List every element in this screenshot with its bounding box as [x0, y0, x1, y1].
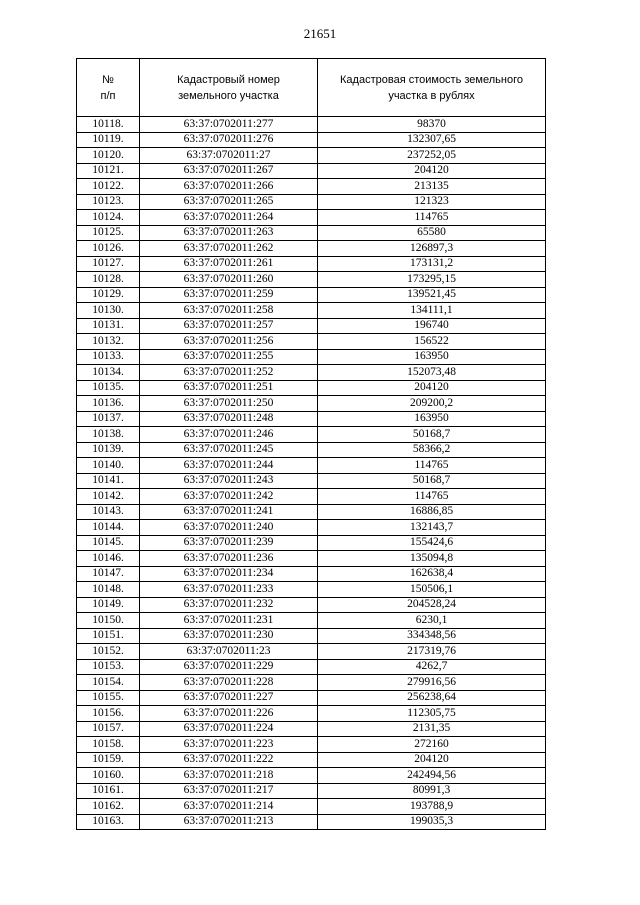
table-row: [77, 132, 546, 148]
cell-number: 10127.: [77, 256, 140, 272]
cell-number: 10147.: [77, 566, 140, 582]
cell-cadastral-number: 63:37:0702011:231: [140, 613, 318, 629]
cell-cadastral-value: 272160: [318, 737, 546, 753]
table-row: [77, 675, 546, 691]
cell-cadastral-value: 199035,3: [318, 814, 546, 830]
header-line: участка в рублях: [388, 89, 475, 102]
cell-cadastral-number: 63:37:0702011:23: [140, 644, 318, 660]
cell-cadastral-value: 98370: [318, 117, 546, 133]
table-row: [77, 241, 546, 257]
table-row: [77, 814, 546, 830]
cell-number: 10152.: [77, 644, 140, 660]
cell-cadastral-number: 63:37:0702011:218: [140, 768, 318, 784]
cell-cadastral-value: 65580: [318, 225, 546, 241]
cell-number: 10148.: [77, 582, 140, 598]
table-row: [77, 256, 546, 272]
cell-cadastral-value: 173295,15: [318, 272, 546, 288]
header-line: земельного участка: [178, 89, 279, 102]
cell-number: 10157.: [77, 721, 140, 737]
table-row: [77, 442, 546, 458]
header-line: п/п: [100, 89, 116, 102]
cell-number: 10149.: [77, 597, 140, 613]
cell-cadastral-number: 63:37:0702011:267: [140, 163, 318, 179]
cell-cadastral-number: 63:37:0702011:251: [140, 380, 318, 396]
table-row: [77, 582, 546, 598]
cell-cadastral-value: 163950: [318, 411, 546, 427]
cell-cadastral-number: 63:37:0702011:243: [140, 473, 318, 489]
table-row: [77, 473, 546, 489]
cell-cadastral-value: 4262,7: [318, 659, 546, 675]
table-body: [77, 117, 546, 830]
cell-number: 10140.: [77, 458, 140, 474]
table-row: [77, 706, 546, 722]
header-line: Кадастровый номер: [177, 73, 280, 86]
table-row: [77, 644, 546, 660]
cell-cadastral-number: 63:37:0702011:229: [140, 659, 318, 675]
cell-cadastral-number: 63:37:0702011:222: [140, 752, 318, 768]
table-row: [77, 504, 546, 520]
header-line: Кадастровая стоимость земельного: [340, 73, 523, 86]
cell-number: 10146.: [77, 551, 140, 567]
table-row: [77, 210, 546, 226]
cell-number: 10122.: [77, 179, 140, 195]
cell-cadastral-number: 63:37:0702011:233: [140, 582, 318, 598]
cell-cadastral-number: 63:37:0702011:217: [140, 783, 318, 799]
cell-cadastral-value: 196740: [318, 318, 546, 334]
cell-number: 10135.: [77, 380, 140, 396]
cell-number: 10160.: [77, 768, 140, 784]
cell-cadastral-value: 126897,3: [318, 241, 546, 257]
cell-cadastral-value: 132307,65: [318, 132, 546, 148]
cell-number: 10132.: [77, 334, 140, 350]
table-row: [77, 380, 546, 396]
cell-cadastral-number: 63:37:0702011:264: [140, 210, 318, 226]
table-row: [77, 179, 546, 195]
cell-cadastral-number: 63:37:0702011:228: [140, 675, 318, 691]
cell-cadastral-number: 63:37:0702011:256: [140, 334, 318, 350]
cell-cadastral-value: 152073,48: [318, 365, 546, 381]
cell-cadastral-value: 134111,1: [318, 303, 546, 319]
cell-number: 10151.: [77, 628, 140, 644]
table-row: [77, 272, 546, 288]
table-row: [77, 737, 546, 753]
cell-number: 10153.: [77, 659, 140, 675]
header-cadastral-number: [140, 59, 318, 117]
cell-cadastral-number: 63:37:0702011:277: [140, 117, 318, 133]
cell-cadastral-value: 155424,6: [318, 535, 546, 551]
cell-cadastral-value: 256238,64: [318, 690, 546, 706]
cell-cadastral-value: 114765: [318, 458, 546, 474]
cell-cadastral-number: 63:37:0702011:250: [140, 396, 318, 412]
cell-cadastral-value: 334348,56: [318, 628, 546, 644]
table-row: [77, 287, 546, 303]
cell-number: 10141.: [77, 473, 140, 489]
cell-cadastral-value: 213135: [318, 179, 546, 195]
cell-number: 10145.: [77, 535, 140, 551]
cell-cadastral-number: 63:37:0702011:239: [140, 535, 318, 551]
table-row: [77, 535, 546, 551]
cell-cadastral-number: 63:37:0702011:266: [140, 179, 318, 195]
table-row: [77, 163, 546, 179]
cell-cadastral-value: 121323: [318, 194, 546, 210]
cell-cadastral-value: 2131,35: [318, 721, 546, 737]
cell-cadastral-number: 63:37:0702011:234: [140, 566, 318, 582]
cell-number: 10161.: [77, 783, 140, 799]
cell-cadastral-number: 63:37:0702011:258: [140, 303, 318, 319]
cell-number: 10143.: [77, 504, 140, 520]
cell-cadastral-number: 63:37:0702011:240: [140, 520, 318, 536]
table-row: [77, 752, 546, 768]
cell-number: 10129.: [77, 287, 140, 303]
cell-cadastral-value: 58366,2: [318, 442, 546, 458]
cell-cadastral-number: 63:37:0702011:252: [140, 365, 318, 381]
cell-cadastral-value: 173131,2: [318, 256, 546, 272]
header-cadastral-value: [318, 59, 546, 117]
table-row: [77, 148, 546, 164]
cell-number: 10119.: [77, 132, 140, 148]
cell-cadastral-number: 63:37:0702011:276: [140, 132, 318, 148]
cell-cadastral-number: 63:37:0702011:213: [140, 814, 318, 830]
header-line: №: [102, 73, 114, 86]
cell-cadastral-value: 162638,4: [318, 566, 546, 582]
cell-cadastral-value: 204528,24: [318, 597, 546, 613]
page-number: 21651: [303, 26, 337, 41]
cell-cadastral-number: 63:37:0702011:226: [140, 706, 318, 722]
cell-cadastral-value: 114765: [318, 210, 546, 226]
cell-cadastral-number: 63:37:0702011:263: [140, 225, 318, 241]
cell-cadastral-value: 114765: [318, 489, 546, 505]
cell-cadastral-value: 163950: [318, 349, 546, 365]
table-row: [77, 396, 546, 412]
cell-cadastral-number: 63:37:0702011:260: [140, 272, 318, 288]
cell-cadastral-number: 63:37:0702011:27: [140, 148, 318, 164]
cell-number: 10163.: [77, 814, 140, 830]
table-row: [77, 365, 546, 381]
table-row: [77, 194, 546, 210]
table-row: [77, 520, 546, 536]
cell-cadastral-value: 279916,56: [318, 675, 546, 691]
cell-cadastral-value: 156522: [318, 334, 546, 350]
table-row: [77, 411, 546, 427]
cell-number: 10144.: [77, 520, 140, 536]
table-row: [77, 458, 546, 474]
table-row: [77, 489, 546, 505]
cell-number: 10133.: [77, 349, 140, 365]
cell-cadastral-number: 63:37:0702011:248: [140, 411, 318, 427]
cell-cadastral-number: 63:37:0702011:241: [140, 504, 318, 520]
cell-cadastral-number: 63:37:0702011:245: [140, 442, 318, 458]
table-row: [77, 566, 546, 582]
cell-number: 10126.: [77, 241, 140, 257]
cell-cadastral-number: 63:37:0702011:236: [140, 551, 318, 567]
cell-cadastral-value: 50168,7: [318, 473, 546, 489]
table-row: [77, 349, 546, 365]
cell-cadastral-value: 217319,76: [318, 644, 546, 660]
header-number: [77, 59, 140, 117]
cell-number: 10154.: [77, 675, 140, 691]
cell-cadastral-number: 63:37:0702011:265: [140, 194, 318, 210]
cell-number: 10125.: [77, 225, 140, 241]
table-row: [77, 551, 546, 567]
table-row: [77, 768, 546, 784]
cell-cadastral-number: 63:37:0702011:242: [140, 489, 318, 505]
table-row: [77, 783, 546, 799]
table-row: [77, 613, 546, 629]
cell-number: 10150.: [77, 613, 140, 629]
cell-number: 10134.: [77, 365, 140, 381]
cell-number: 10159.: [77, 752, 140, 768]
cell-number: 10131.: [77, 318, 140, 334]
table-row: [77, 659, 546, 675]
cell-number: 10138.: [77, 427, 140, 443]
table-row: [77, 721, 546, 737]
cell-cadastral-value: 139521,45: [318, 287, 546, 303]
cell-number: 10128.: [77, 272, 140, 288]
cadastral-table: [76, 58, 546, 830]
cell-cadastral-value: 242494,56: [318, 768, 546, 784]
cell-number: 10123.: [77, 194, 140, 210]
cell-number: 10139.: [77, 442, 140, 458]
cell-number: 10142.: [77, 489, 140, 505]
cell-cadastral-number: 63:37:0702011:244: [140, 458, 318, 474]
table-row: [77, 225, 546, 241]
cell-number: 10162.: [77, 799, 140, 815]
table-row: [77, 628, 546, 644]
cell-cadastral-value: 112305,75: [318, 706, 546, 722]
cell-number: 10158.: [77, 737, 140, 753]
table-row: [77, 303, 546, 319]
cell-cadastral-number: 63:37:0702011:232: [140, 597, 318, 613]
cell-cadastral-value: 16886,85: [318, 504, 546, 520]
cell-cadastral-number: 63:37:0702011:227: [140, 690, 318, 706]
cell-cadastral-number: 63:37:0702011:261: [140, 256, 318, 272]
cell-number: 10120.: [77, 148, 140, 164]
cell-cadastral-number: 63:37:0702011:223: [140, 737, 318, 753]
cell-cadastral-number: 63:37:0702011:255: [140, 349, 318, 365]
cell-cadastral-value: 132143,7: [318, 520, 546, 536]
cell-cadastral-value: 80991,3: [318, 783, 546, 799]
cell-number: 10130.: [77, 303, 140, 319]
cell-number: 10124.: [77, 210, 140, 226]
cell-cadastral-value: 193788,9: [318, 799, 546, 815]
cell-cadastral-number: 63:37:0702011:259: [140, 287, 318, 303]
cell-cadastral-number: 63:37:0702011:257: [140, 318, 318, 334]
cell-number: 10118.: [77, 117, 140, 133]
cell-cadastral-value: 209200,2: [318, 396, 546, 412]
table-row: [77, 597, 546, 613]
cell-cadastral-value: 237252,05: [318, 148, 546, 164]
table-row: [77, 799, 546, 815]
cell-cadastral-value: 135094,8: [318, 551, 546, 567]
cell-number: 10155.: [77, 690, 140, 706]
table-row: [77, 117, 546, 133]
cell-cadastral-value: 50168,7: [318, 427, 546, 443]
table-row: [77, 318, 546, 334]
cell-number: 10136.: [77, 396, 140, 412]
cell-number: 10156.: [77, 706, 140, 722]
table-row: [77, 334, 546, 350]
cell-cadastral-value: 204120: [318, 752, 546, 768]
cell-cadastral-value: 204120: [318, 163, 546, 179]
cell-cadastral-number: 63:37:0702011:246: [140, 427, 318, 443]
cell-number: 10137.: [77, 411, 140, 427]
table-row: [77, 690, 546, 706]
cell-number: 10121.: [77, 163, 140, 179]
table-header-row: [77, 59, 546, 117]
cell-cadastral-number: 63:37:0702011:262: [140, 241, 318, 257]
cell-cadastral-number: 63:37:0702011:214: [140, 799, 318, 815]
cell-cadastral-value: 6230,1: [318, 613, 546, 629]
cell-cadastral-number: 63:37:0702011:224: [140, 721, 318, 737]
cell-cadastral-value: 150506,1: [318, 582, 546, 598]
table-row: [77, 427, 546, 443]
cell-cadastral-number: 63:37:0702011:230: [140, 628, 318, 644]
cell-cadastral-value: 204120: [318, 380, 546, 396]
